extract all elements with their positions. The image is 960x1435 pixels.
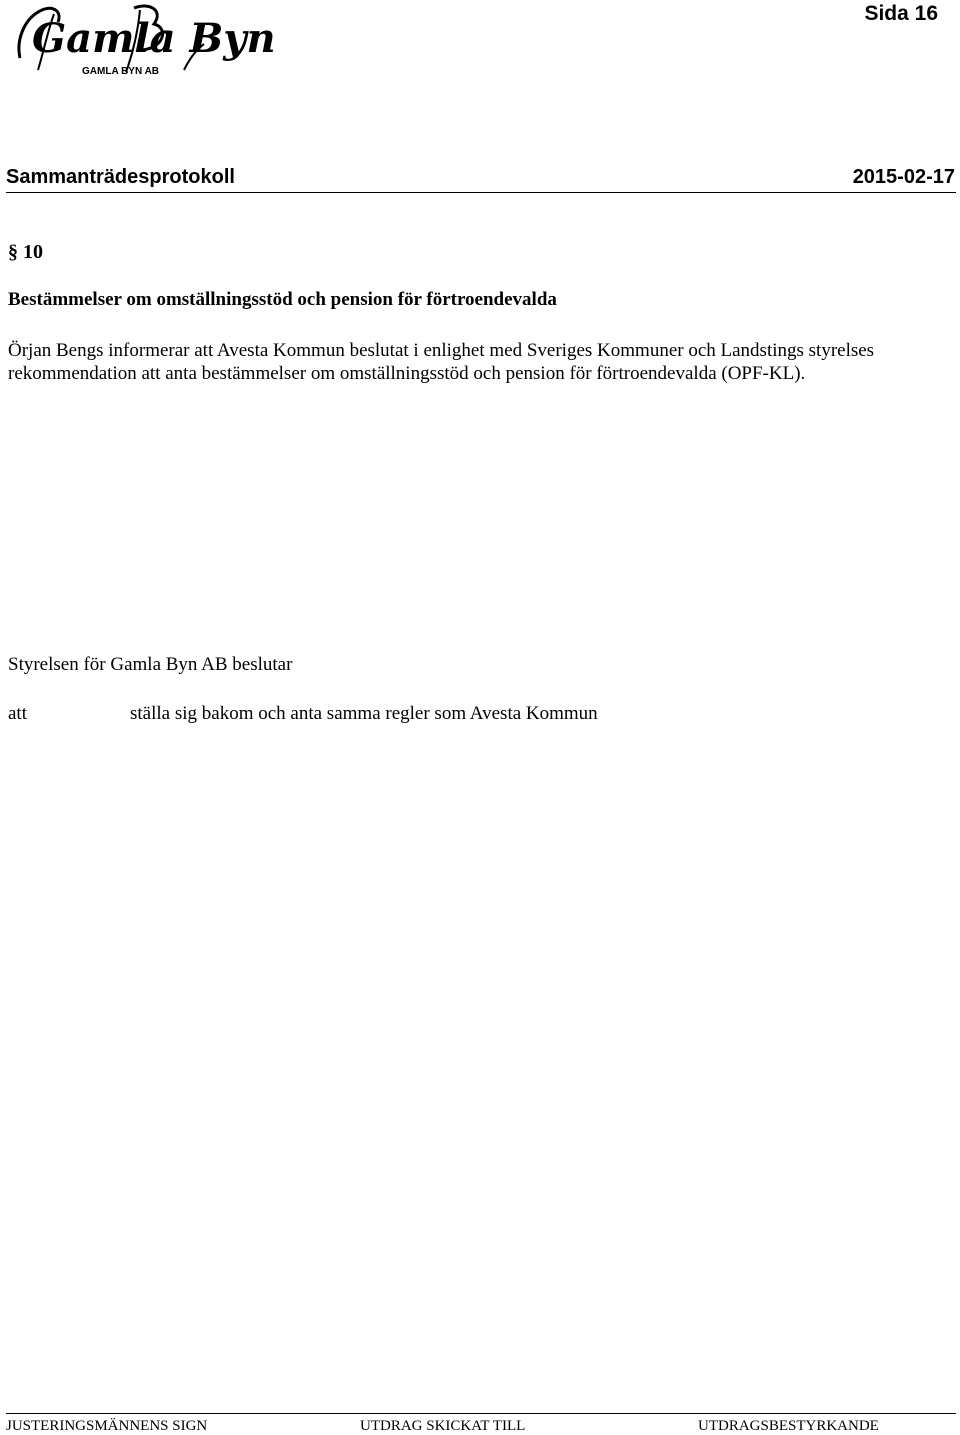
page-number: Sida 16 [864, 2, 938, 25]
svg-text:GAMLA BYN AB: GAMLA BYN AB [82, 66, 160, 77]
section-number: § 10 [8, 241, 43, 263]
protocol-date: 2015-02-17 [852, 166, 955, 188]
footer-sign: JUSTERINGSMÄNNENS SIGN [6, 1418, 208, 1434]
section-heading: Bestämmelser om omställningsstöd och pension för förtroendevalda [8, 289, 557, 310]
gamla-byn-logo-graphic [14, 0, 276, 80]
svg-text:Gamla Byn: Gamla Byn [32, 15, 276, 62]
section-body: Örjan Bengs informerar att Avesta Kommun beslutat i enlighet med Sveriges Kommuner och Landstings styrelses rekommendation att anta bestämmelser om omställningsstöd och pension för förtroendevalda (OPF-KL). [8, 340, 875, 384]
protocol-title: Sammanträdesprotokoll [6, 166, 235, 188]
page-footer [6, 1413, 956, 1435]
decision-att-label: att [8, 703, 27, 724]
decision-text: ställa sig bakom och anta samma regler som Avesta Kommun [130, 703, 598, 724]
decision-intro: Styrelsen för Gamla Byn AB beslutar [8, 654, 293, 675]
protocol-header [6, 166, 956, 193]
footer-certified: UTDRAGSBESTYRKANDE [698, 1418, 879, 1434]
company-logo [14, 0, 276, 80]
footer-sent-to: UTDRAG SKICKAT TILL [360, 1418, 526, 1434]
